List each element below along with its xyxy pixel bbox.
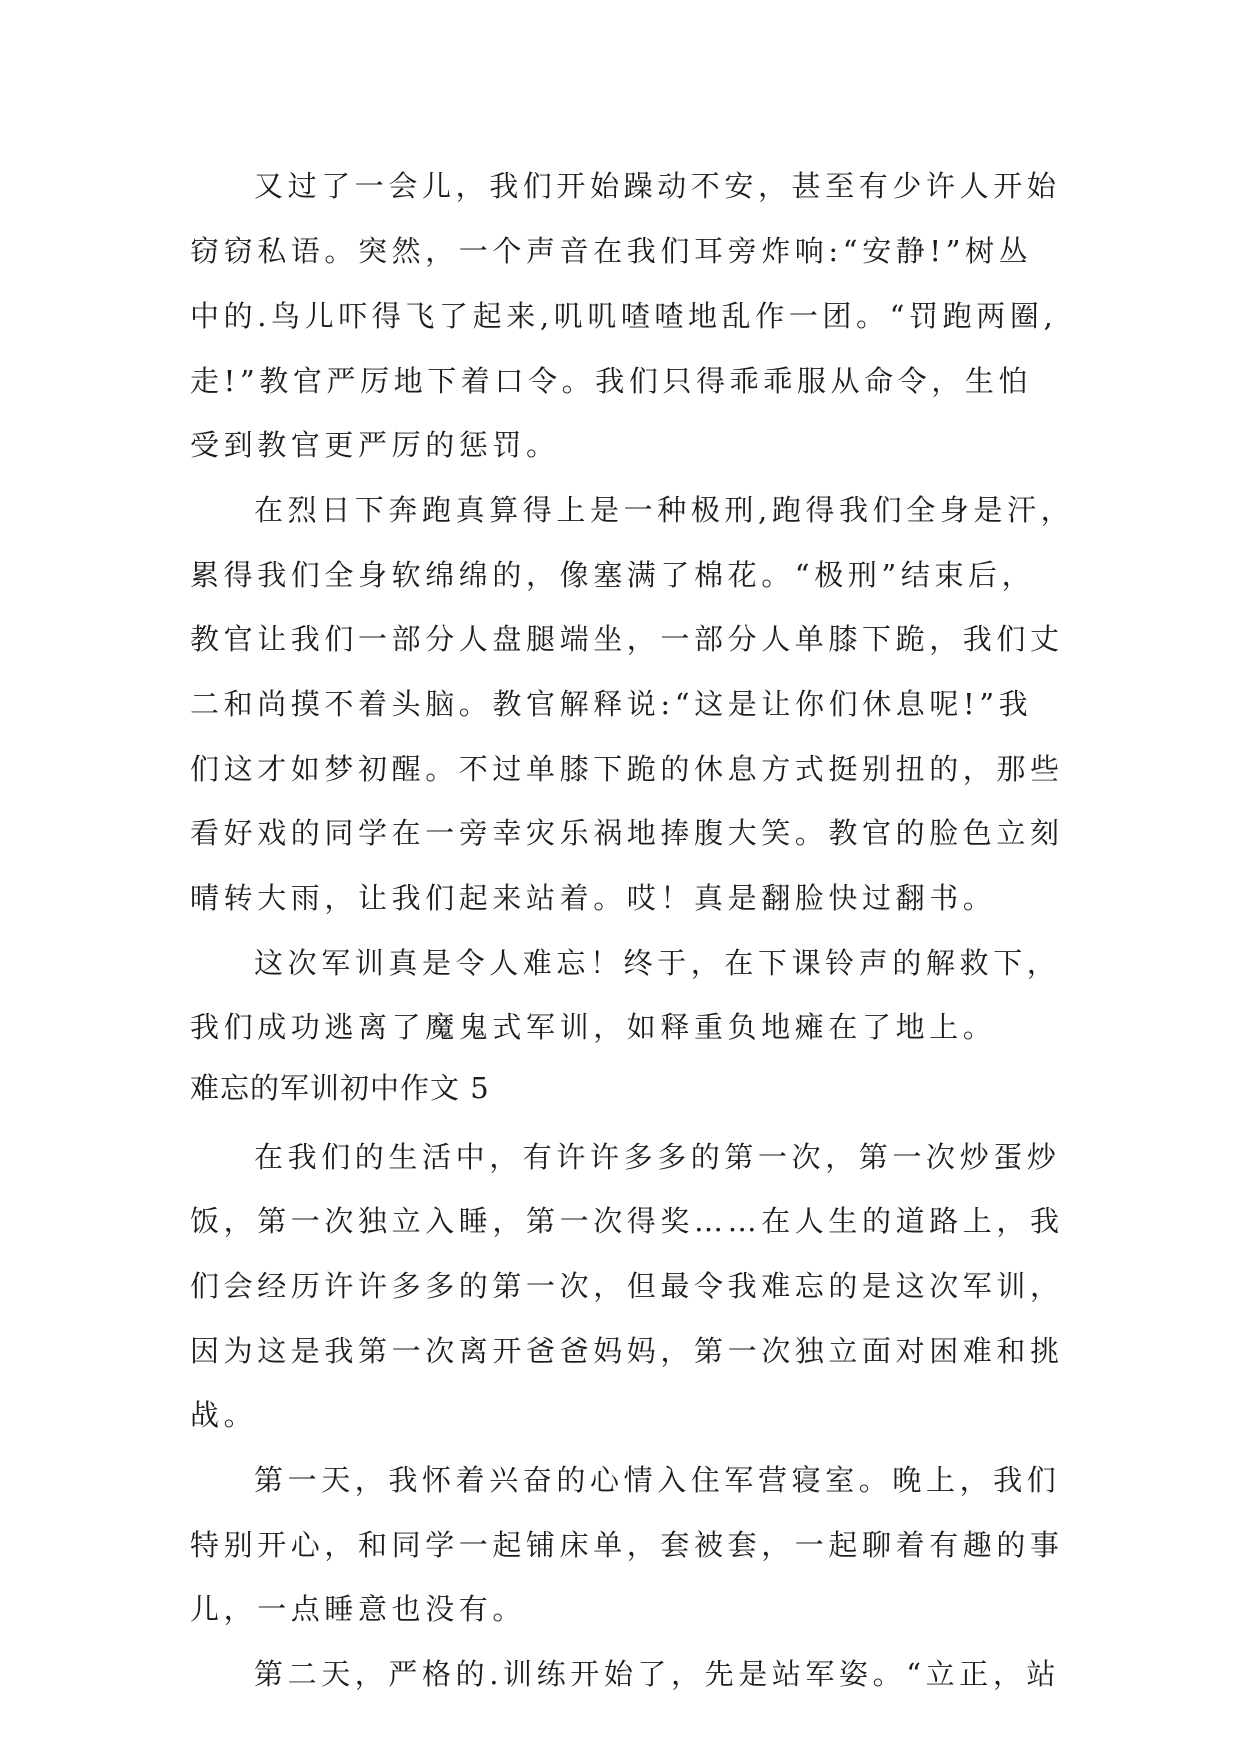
text-line: 第一天，我怀着兴奋的心情入住军营寝室。晚上，我们: [254, 1463, 1061, 1497]
text-line: 二和尚摸不着头脑。教官解释说:“这是让你们休息呢!”我: [190, 687, 1033, 721]
text-line: 在烈日下奔跑真算得上是一种极刑,跑得我们全身是汗，: [254, 493, 1075, 527]
text-line: 看好戏的同学在一旁幸灾乐祸地捧腹大笑。教官的脸色立刻: [190, 816, 1064, 850]
text-line: 教官让我们一部分人盘腿端坐，一部分人单膝下跪，我们丈: [190, 622, 1064, 656]
text-line: 特别开心，和同学一起铺床单，套被套，一起聊着有趣的事: [190, 1528, 1064, 1562]
text-line: 受到教官更严厉的惩罚。: [190, 428, 560, 462]
text-line: 因为这是我第一次离开爸爸妈妈，第一次独立面对困难和挑: [190, 1334, 1064, 1368]
text-line: 们会经历许许多多的第一次，但最令我难忘的是这次军训，: [190, 1269, 1064, 1303]
text-line: 饭，第一次独立入睡，第一次得奖……在人生的道路上，我: [190, 1204, 1064, 1238]
text-line: 儿，一点睡意也没有。: [190, 1592, 527, 1626]
text-line: 这次军训真是令人难忘！终于，在下课铃声的解救下，: [254, 946, 1061, 980]
text-line: 第二天，严格的.训练开始了，先是站军姿。“立正，站: [254, 1657, 1061, 1691]
text-line: 走!”教官严厉地下着口令。我们只得乖乖服从命令，生怕: [190, 364, 1033, 398]
text-line: 们这才如梦初醒。不过单膝下跪的休息方式挺别扭的，那些: [190, 752, 1064, 786]
text-line: 中的.鸟儿吓得飞了起来,叽叽喳喳地乱作一团。“罚跑两圈,: [190, 299, 1058, 333]
section-heading: 难忘的军训初中作文 5: [190, 1071, 490, 1105]
text-line: 累得我们全身软绵绵的，像塞满了棉花。“极刑”结束后，: [190, 558, 1036, 592]
text-line: 窃窃私语。突然，一个声音在我们耳旁炸响:“安静!”树丛: [190, 234, 1033, 268]
text-line: 晴转大雨，让我们起来站着。哎！真是翻脸快过翻书。: [190, 881, 997, 915]
text-line: 在我们的生活中，有许许多多的第一次，第一次炒蛋炒: [254, 1140, 1061, 1174]
text-line: 战。: [190, 1398, 258, 1432]
text-line: 又过了一会儿，我们开始躁动不安，甚至有少许人开始: [254, 169, 1061, 203]
text-line: 我们成功逃离了魔鬼式军训，如释重负地瘫在了地上。: [190, 1010, 997, 1044]
